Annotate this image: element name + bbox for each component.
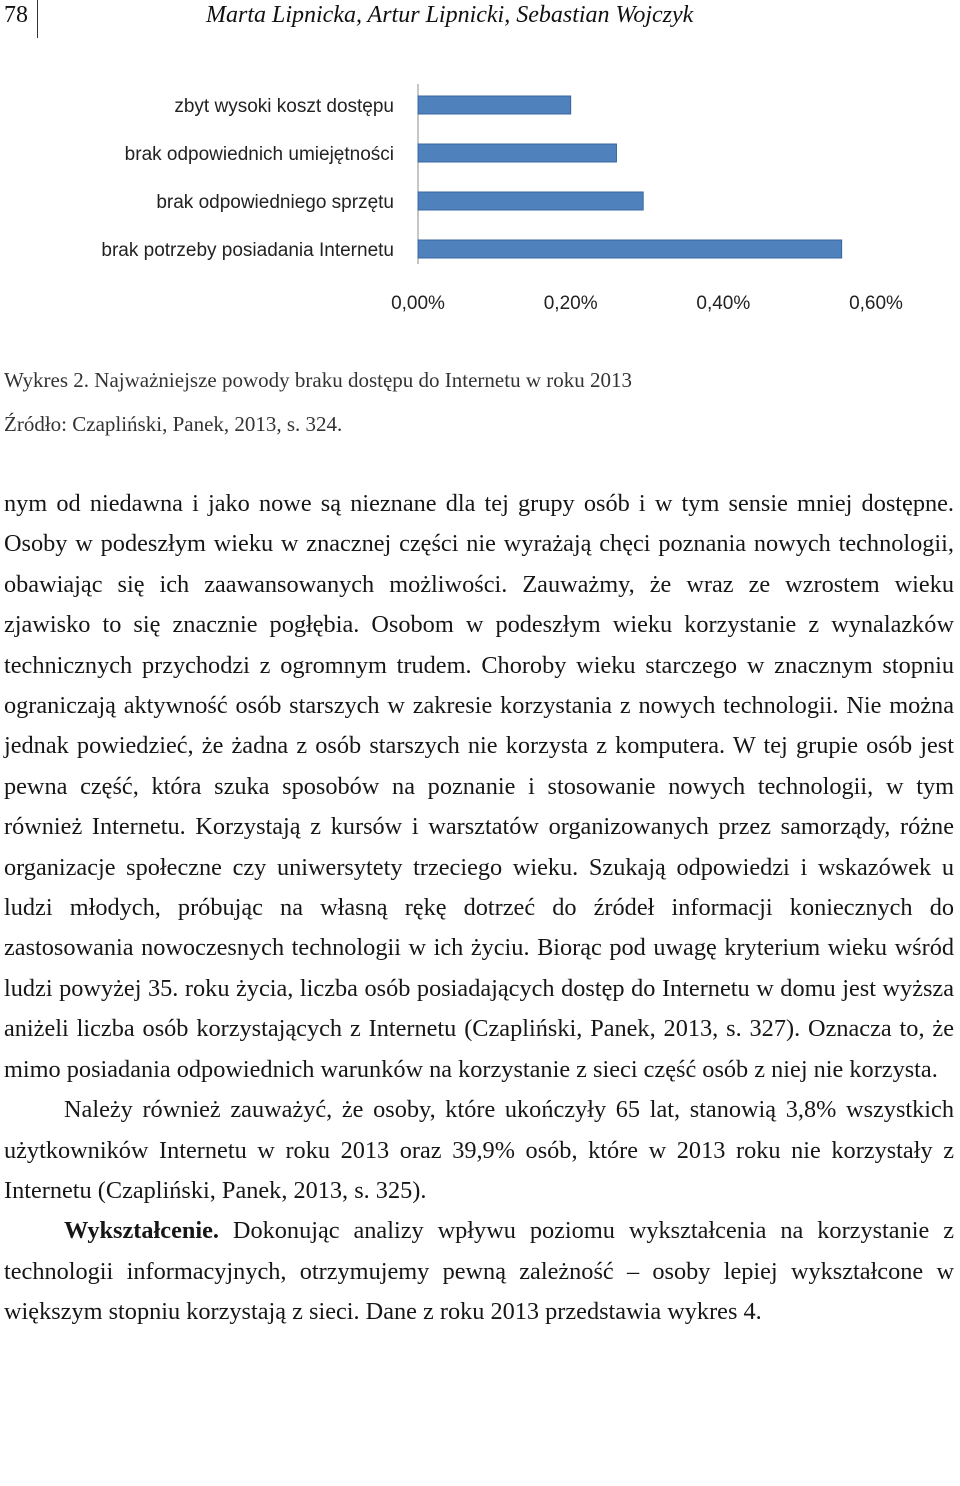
chart-tick-label: 0,20% [543,293,598,314]
paragraph-2 [4,1090,954,1211]
figure-source: Źródło: Czapliński, Panek, 2013, s. 324. [4,412,343,436]
page-header [0,0,960,38]
chart-bar [418,144,616,162]
chart-category-label: zbyt wysoki koszt dostępu [174,96,394,117]
paragraph-2-text: Należy również zauważyć, że osoby, które ukończyły 65 lat, stanowią 3,8% wszystkich użytkowników Internetu w roku 2013 oraz 39,9% osób, które w 2013 roku nie korzystały z Internetu (Czapliński, Panek, 2013, s. 325). [4,1096,954,1204]
chart-bar [418,96,571,114]
chart-bar [418,192,643,210]
page-number: 78 [4,2,28,28]
chart-tick-label: 0,00% [391,293,445,314]
chart-category-label: brak odpowiedniego sprzętu [156,192,394,213]
running-head-authors: Marta Lipnicka, Artur Lipnicki, Sebastian Wojczyk [206,2,694,28]
body-text [4,484,954,1333]
section-heading-wyksztalcenie: Wykształcenie. [64,1217,219,1245]
bar-chart-svg [0,72,960,322]
chart-tick-label: 0,60% [849,293,903,314]
chart-category-label: brak potrzeby posiadania Internetu [101,240,394,261]
paragraph-1 [4,484,954,1090]
chart-tick-label: 0,40% [696,293,751,314]
paragraph-3-text: Dokonując analizy wpływu poziomu wykształcenia na korzystanie z technologii informacyjnych, otrzymujemy pewną zależność – osoby lepiej wykształcone w większym stopniu korzystają z sieci. Dane z roku 2013 przedstawia wykres 4. [4,1217,954,1326]
bar-chart [0,72,960,322]
chart-category-label: brak odpowiednich umiejętności [124,144,394,165]
paragraph-1-text: nym od niedawna i jako nowe są nieznane dla tej grupy osób i w tym sensie mniej dostępne. Osoby w podeszłym wieku w znacznej części nie wyrażają chęci poznania nowych technologii, obawiając się ich zaawansowanych możliwości. Zauważmy, że wraz ze wzrostem wieku zjawisko to się znacznie pogłębia. Osobom w podeszłym wieku korzystanie z wynalazków technicznych przychodzi z ogromnym trudem. Choroby wieku starczego w znacznym stopniu ograniczają aktywność osób starszych w zakresie korzystania z nowych technologii. Nie można jednak powiedzieć, że żadna z osób starszych nie korzysta z komputera. W tej grupie osób jest pewna część, która szuka sposobów na poznanie i stosowanie nowych technologii, w tym również Internetu. Korzystają z kursów i warsztatów organizowanych przez samorządy, różne organizacje społeczne czy uniwersytety trzeciego wieku. Szukają odpowiedzi i wskazówek u ludzi młodych, próbując na własną rękę dotrzeć do źródeł informacji koniecznych do zastosowania nowoczesnych technologii w ich życiu. Biorąc pod uwagę kryterium wieku wśród ludzi powyżej 35. roku życia, liczba osób posiadających dostęp do Internetu w domu jest wyższa aniżeli liczba osób korzystających z Internetu (Czapliński, Panek, 2013, s. 327). Oznacza to, że mimo posiadania odpowiednich warunków na korzystanie z sieci część osób z niej nie korzysta. [4,490,954,1083]
paragraph-3 [4,1211,954,1332]
header-divider [37,0,38,38]
figure-caption: Wykres 2. Najważniejsze powody braku dostępu do Internetu w roku 2013 [4,368,632,392]
chart-bar [418,240,842,258]
